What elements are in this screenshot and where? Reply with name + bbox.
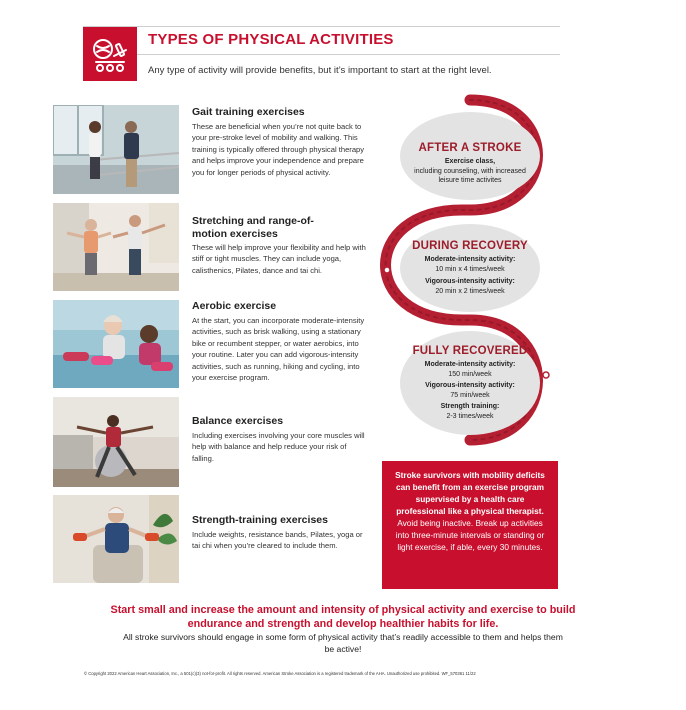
stage-during-recovery-line-1: Moderate-intensity activity: bbox=[424, 256, 516, 263]
stage-after-stroke-line-2: including counseling, with increased bbox=[414, 167, 526, 175]
balance-title: Balance exercises bbox=[192, 415, 284, 427]
stage-during-recovery-line-3: Vigorous-intensity activity: bbox=[425, 278, 515, 285]
stretching-title: Stretching and range-of-motion exercises bbox=[192, 215, 314, 240]
path-marker-2 bbox=[543, 372, 549, 378]
stage-fully-recovered bbox=[400, 345, 540, 421]
stage-fully-recovered-line-6: 2-3 times/week bbox=[446, 412, 494, 420]
aerobic-title: Aerobic exercise bbox=[192, 300, 277, 312]
balance-description: Including exercises involving your core muscles will help with balance and help reduce your risk of falling. bbox=[192, 431, 365, 463]
page-title: TYPES OF PHYSICAL ACTIVITIES bbox=[148, 31, 394, 48]
stage-fully-recovered-line-5: Strength training: bbox=[440, 403, 500, 410]
stage-fully-recovered-line-1: Moderate-intensity activity: bbox=[424, 361, 516, 368]
footer-message: All stroke survivors should engage in some form of physical activity that’s readily accessible to them and helps them be active! bbox=[123, 632, 563, 654]
path-marker-1 bbox=[384, 267, 390, 273]
stage-during-recovery bbox=[400, 240, 540, 296]
aerobic-description: At the start, you can incorporate moderate-intensity activities, such as brisk walking, using a stationary bike or recumbent stepper, or water aerobics, into your routine. Later you can add vigorous-intensity activities, such as running, hiking and cycling, into your exercise program. bbox=[192, 316, 365, 383]
strength-title: Strength-training exercises bbox=[192, 514, 328, 526]
stage-after-stroke-line-3: leisure time activites bbox=[438, 177, 502, 184]
mobility-callout-box bbox=[382, 461, 558, 589]
stage-during-recovery-line-4: 20 min x 2 times/week bbox=[435, 287, 505, 295]
stage-fully-recovered-title: FULLY RECOVERED bbox=[412, 345, 528, 357]
stage-fully-recovered-line-3: Vigorous-intensity activity: bbox=[425, 382, 515, 389]
stage-after-stroke-title: AFTER A STROKE bbox=[418, 142, 522, 154]
page-subtitle: Any type of activity will provide benefits, but it’s important to start at the right level. bbox=[148, 65, 492, 76]
footer-headline: Start small and increase the amount and intensity of physical activity and exercise to build endurance and strength and develop healthier habits for life. bbox=[110, 604, 576, 630]
stage-after-stroke bbox=[400, 142, 540, 186]
stage-during-recovery-title: DURING RECOVERY bbox=[412, 240, 528, 252]
stage-during-recovery-line-2: 10 min x 4 times/week bbox=[435, 265, 505, 273]
copyright-notice: © Copyright 2022 American Heart Association, Inc., a 501(c)(3) not-for-profit. All rights reserved. American Stroke Association is a registered trademark of the AHA. Unauthorized use prohibited. WF_570361 11/22 bbox=[84, 671, 476, 676]
stretching-description: These will help improve your flexibility and help with stiff or tight muscles. They can include yoga, calisthenics, Pilates, dance and tai chi. bbox=[192, 243, 366, 275]
strength-description: Include weights, resistance bands, Pilates, yoga or tai chi when you’re cleared to include them. bbox=[192, 530, 363, 551]
stage-after-stroke-line-1: Exercise class, bbox=[444, 158, 496, 165]
callout-bold-text: Stroke survivors with mobility deficits can benefit from an exercise program supervised by a health care professional like a physical therapist. bbox=[395, 470, 545, 516]
gait-training-description: These are beneficial when you’re not quite back to your pre-stroke level of mobility and walking. This training is typically offered through physical therapy and helps improve your independence and prepare you for longer periods of physical activity. bbox=[192, 122, 365, 177]
callout-regular-text: Avoid being inactive. Break up activities into three-minute intervals or standing or light exercise, if able, every 30 minutes. bbox=[395, 518, 545, 552]
gait-training-title: Gait training exercises bbox=[192, 106, 305, 118]
stage-fully-recovered-line-4: 75 min/week bbox=[450, 391, 490, 399]
stage-fully-recovered-line-2: 150 min/week bbox=[448, 370, 492, 378]
